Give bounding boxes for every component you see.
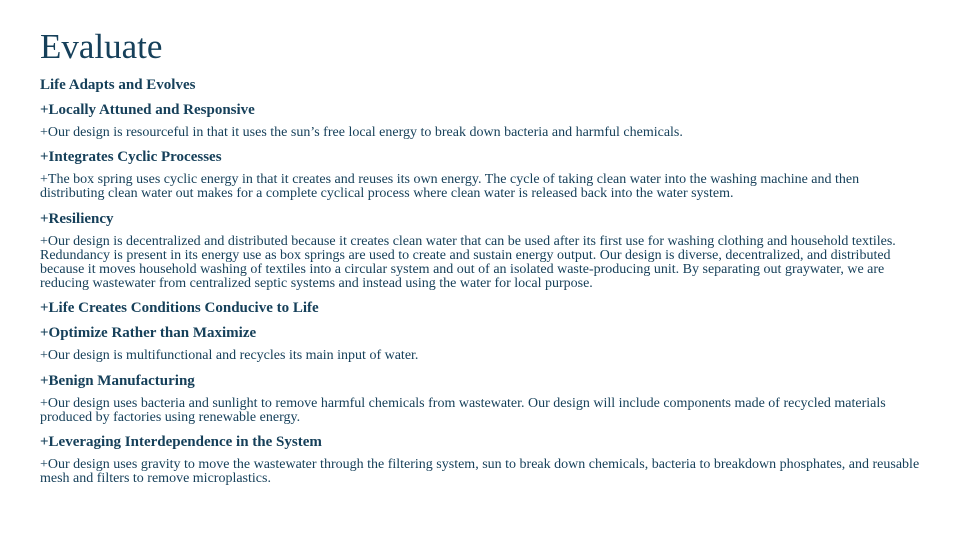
paragraph-optimize: +Our design is multifunctional and recycles its main input of water. — [40, 348, 419, 364]
heading-cyclic-processes: +Integrates Cyclic Processes — [40, 149, 222, 166]
paragraph-locally-attuned: +Our design is resourceful in that it uses the sun’s free local energy to break down bacteria and harmful chemicals. — [40, 125, 683, 140]
page-title: Evaluate — [40, 27, 163, 66]
heading-life-creates-conditions: +Life Creates Conditions Conducive to Life — [40, 300, 319, 317]
slide-content — [40, 26, 920, 494]
paragraph-interdependence: +Our design uses gravity to move the wastewater through the filtering system, sun to break down chemicals, bacteria to breakdown phosphates, and reusable mesh and filters to remove microplastics. — [40, 457, 920, 487]
heading-optimize: +Optimize Rather than Maximize — [40, 325, 257, 342]
heading-interdependence: +Leveraging Interdependence in the System — [40, 434, 322, 451]
heading-locally-attuned: +Locally Attuned and Responsive — [40, 102, 255, 118]
paragraph-cyclic-processes: +The box spring uses cyclic energy in that it creates and reuses its own energy. The cycle of taking clean water into the washing machine and then distributing clean water out makes for a complete cyclical process where clean water is released back into the water system. — [40, 172, 860, 202]
heading-resiliency: +Resiliency — [40, 210, 114, 227]
paragraph-benign-manufacturing: +Our design uses bacteria and sunlight to remove harmful chemicals from wastewater. Our design will include components made of recycled materials produced by factories using renewable energy. — [40, 395, 886, 425]
heading-benign-manufacturing: +Benign Manufacturing — [40, 372, 195, 389]
heading-life-adapts: Life Adapts and Evolves — [40, 77, 196, 93]
paragraph-resiliency: +Our design is decentralized and distributed because it creates clean water that can be used after its first use for washing clothing and household textiles. Redundancy is present in its energy use as box springs are used to create and sustain energy output. Our design is diverse, decentralized, and distributed because it moves household washing of textiles into a circular system and out of an isolated waste-producing unit. By separating out graywater, we are reducing wastewater from centralized septic systems and instead using the water for local purpose. — [40, 233, 896, 292]
